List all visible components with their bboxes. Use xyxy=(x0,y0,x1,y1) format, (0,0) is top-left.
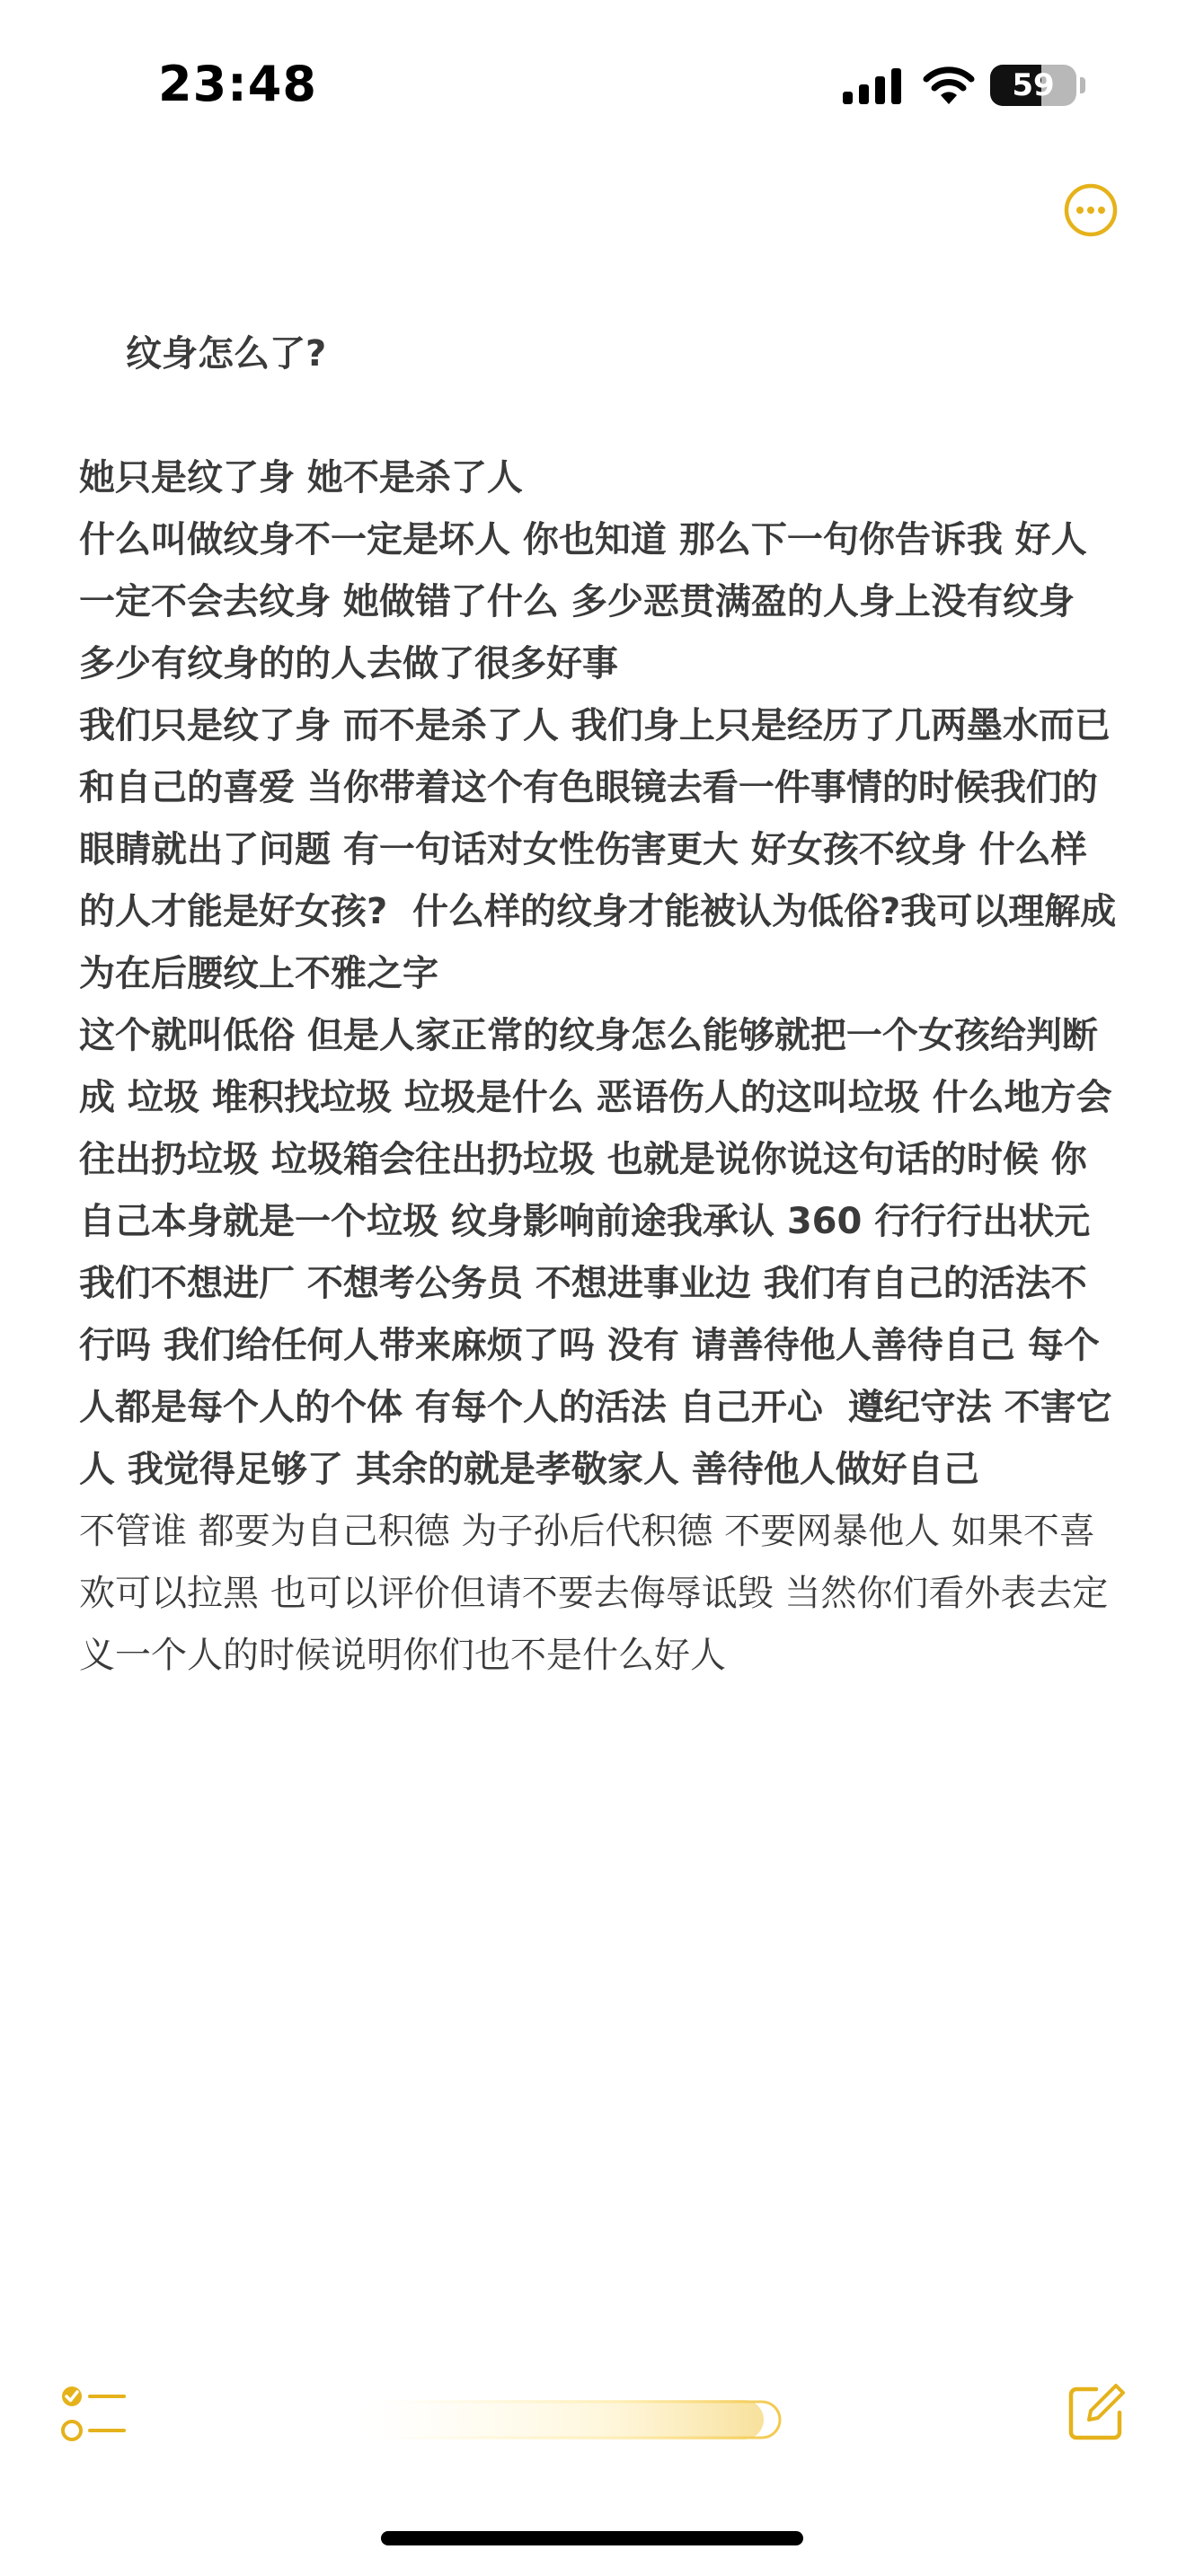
battery-indicator xyxy=(990,65,1076,106)
compose-icon[interactable] xyxy=(1066,2380,1127,2443)
scroll-hint-highlight xyxy=(359,2393,791,2447)
note-paragraph-4: 这个就叫低俗 但是人家正常的纹身怎么能够就把一个女孩给判断成 垃圾 堆积找垃圾 垃圾是什么 恶语伤人的这叫垃圾 什么地方会往出扔垃圾 垃圾箱会往出扔垃圾 也就是说你说这句话的时候 你自己本身就是一个垃圾 纹身影响前途我承认 360 行行行出状元 我们不想进厂 不想考公务员 不想进事业边 我们有自己的活法不行吗 我们给任何人带来麻烦了吗 没有 请善待他人善待自己 每个人都是每个人的个体 有每个人的活法 自己开心 遵纪守法 不害它人 我觉得足够了 其余的就是孝敬家人 善待他人做好自己 xyxy=(79,1015,1112,1490)
battery-cap xyxy=(1080,77,1085,93)
note-paragraph-5: 不管谁 都要为自己积德 为子孙后代积德 不要网暴他人 如果不喜欢可以拉黑 也可以评价但请不要去侮辱诋毁 当然你们看外表去定义一个人的时候说明你们也不是什么好人 xyxy=(79,1511,1109,1676)
status-bar xyxy=(0,0,1186,171)
note-body[interactable] xyxy=(79,323,1121,1687)
note-paragraph-2: 什么叫做纹身不一定是坏人 你也知道 那么下一句你告诉我 好人一定不会去纹身 她做错了什么 多少恶贯满盈的人身上没有纹身 多少有纹身的的人去做了很多好事 xyxy=(79,519,1087,684)
home-indicator[interactable] xyxy=(381,2531,803,2545)
cellular-signal-icon xyxy=(843,68,902,104)
note-paragraph-1: 她只是纹了身 她不是杀了人 xyxy=(79,457,523,498)
battery-level-text: 59 xyxy=(1012,67,1055,103)
status-time: 23:48 xyxy=(158,56,317,112)
note-paragraph-3: 我们只是纹了身 而不是杀了人 我们身上只是经历了几两墨水而已和自己的喜爱 当你带着这个有色眼镜去看一件事情的时候我们的眼睛就出了问题 有一句话对女性伤害更大 好女孩不纹身 什么样的人才能是好女孩? 什么样的纹身才能被认为低俗?我可以理解成为在后腰纹上不雅之字 xyxy=(79,705,1117,994)
note-title: 纹身怎么了? xyxy=(126,333,327,375)
checklist-icon[interactable] xyxy=(59,2382,128,2447)
ellipsis-circle-icon[interactable] xyxy=(1064,183,1118,237)
wifi-icon xyxy=(922,65,976,106)
